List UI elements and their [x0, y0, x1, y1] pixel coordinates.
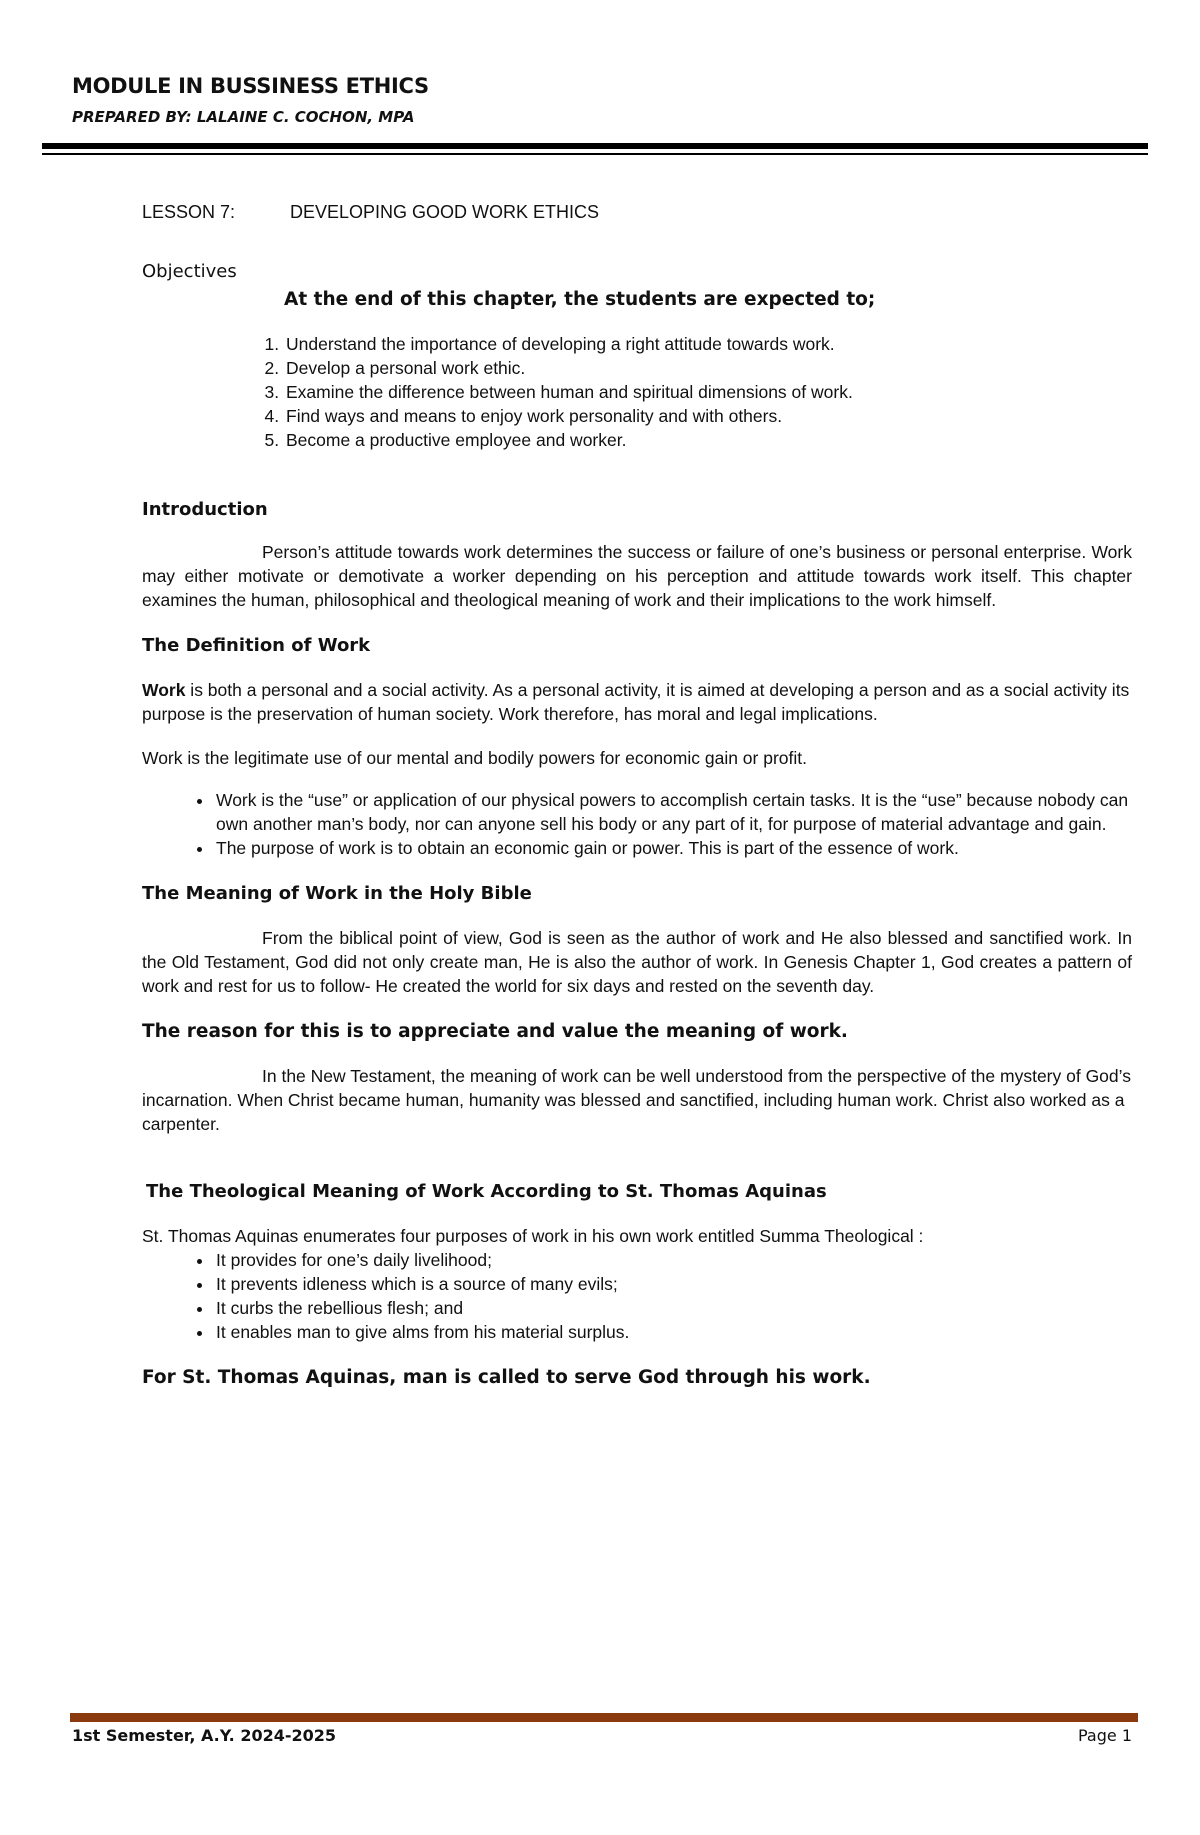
objective-item: 3. Examine the difference between human and spiritual dimensions of work.	[284, 380, 1132, 404]
bible-heading: The Meaning of Work in the Holy Bible	[142, 883, 532, 904]
header-rule-thin	[42, 153, 1148, 155]
objectives-heading: Objectives	[142, 261, 237, 282]
module-title: MODULE IN BUSSINESS ETHICS	[72, 74, 429, 98]
objectives-intro: At the end of this chapter, the students are expected to;	[284, 289, 876, 310]
objective-item: 2. Develop a personal work ethic.	[284, 356, 1132, 380]
prepared-by: PREPARED BY: LALAINE C. COCHON, MPA	[72, 108, 415, 126]
aquinas-bullet: • It enables man to give alms from his material surplus.	[214, 1320, 1132, 1344]
aquinas-bullet: • It curbs the rebellious flesh; and	[214, 1296, 1132, 1320]
lesson-title: DEVELOPING GOOD WORK ETHICS	[290, 202, 600, 222]
definition-paragraph-2: Work is the legitimate use of our mental and bodily powers for economic gain or profit.	[142, 748, 807, 768]
aquinas-intro: St. Thomas Aquinas enumerates four purposes of work in his own work entitled Summa Theological :	[142, 1226, 924, 1246]
definition-paragraph	[142, 678, 1132, 726]
footer-rule	[70, 1713, 1138, 1722]
definition-bullet: • Work is the “use” or application of our physical powers to accomplish certain tasks. It is the “use” because nobody can own another man’s body, nor can anyone sell his body or any part of it, for purpose of material advantage and gain.	[214, 788, 1132, 836]
introduction-heading: Introduction	[142, 499, 268, 520]
definition-heading: The Definition of Work	[142, 635, 371, 656]
new-testament-paragraph: In the New Testament, the meaning of work can be well understood from the perspective of the mystery of God’s incarnation. When Christ became human, humanity was blessed and sanctified, including human work. Christ also worked as a carpenter.	[142, 1066, 1131, 1134]
aquinas-bullets	[142, 1248, 1132, 1344]
footer-semester: 1st Semester, A.Y. 2024-2025	[72, 1726, 337, 1745]
definition-term: Work	[142, 680, 186, 700]
aquinas-bullet: • It provides for one’s daily livelihood;	[214, 1248, 1132, 1272]
bible-reason: The reason for this is to appreciate and value the meaning of work.	[142, 1021, 848, 1042]
header-rule-thick	[42, 143, 1148, 149]
objective-item: 4. Find ways and means to enjoy work personality and with others.	[284, 404, 1132, 428]
bible-paragraph: From the biblical point of view, God is seen as the author of work and He also blessed and sanctified work. In the Old Testament, God did not only create man, He is also the author of work. In Genesis Chapter 1, God creates a pattern of work and rest for us to follow- He created the world for six days and rested on the seventh day.	[142, 928, 1132, 996]
definition-bullet: • The purpose of work is to obtain an economic gain or power. This is part of the essence of work.	[214, 836, 1132, 860]
objectives-list	[142, 332, 1132, 452]
definition-text: is both a personal and a social activity. As a personal activity, it is aimed at developing a person and as a social activity its purpose is the preservation of human society. Work therefore, has moral and legal implications.	[142, 680, 1130, 724]
lesson-heading	[142, 200, 1132, 224]
aquinas-bullet: • It prevents idleness which is a source of many evils;	[214, 1272, 1132, 1296]
aquinas-conclusion: For St. Thomas Aquinas, man is called to serve God through his work.	[142, 1367, 871, 1388]
introduction-paragraph: Person’s attitude towards work determines the success or failure of one’s business or personal enterprise. Work may either motivate or demotivate a worker depending on his perception and attitude towards work itself. This chapter examines the human, philosophical and theological meaning of work and their implications to the work himself.	[142, 542, 1132, 610]
aquinas-heading: The Theological Meaning of Work According to St. Thomas Aquinas	[146, 1181, 827, 1202]
lesson-number: LESSON 7:	[142, 202, 236, 222]
definition-bullets	[142, 788, 1132, 860]
objective-item: 1. Understand the importance of developing a right attitude towards work.	[284, 332, 1132, 356]
document-body	[142, 200, 1132, 1390]
page-number: Page 1	[1078, 1726, 1132, 1745]
objective-item: 5. Become a productive employee and worker.	[284, 428, 1132, 452]
